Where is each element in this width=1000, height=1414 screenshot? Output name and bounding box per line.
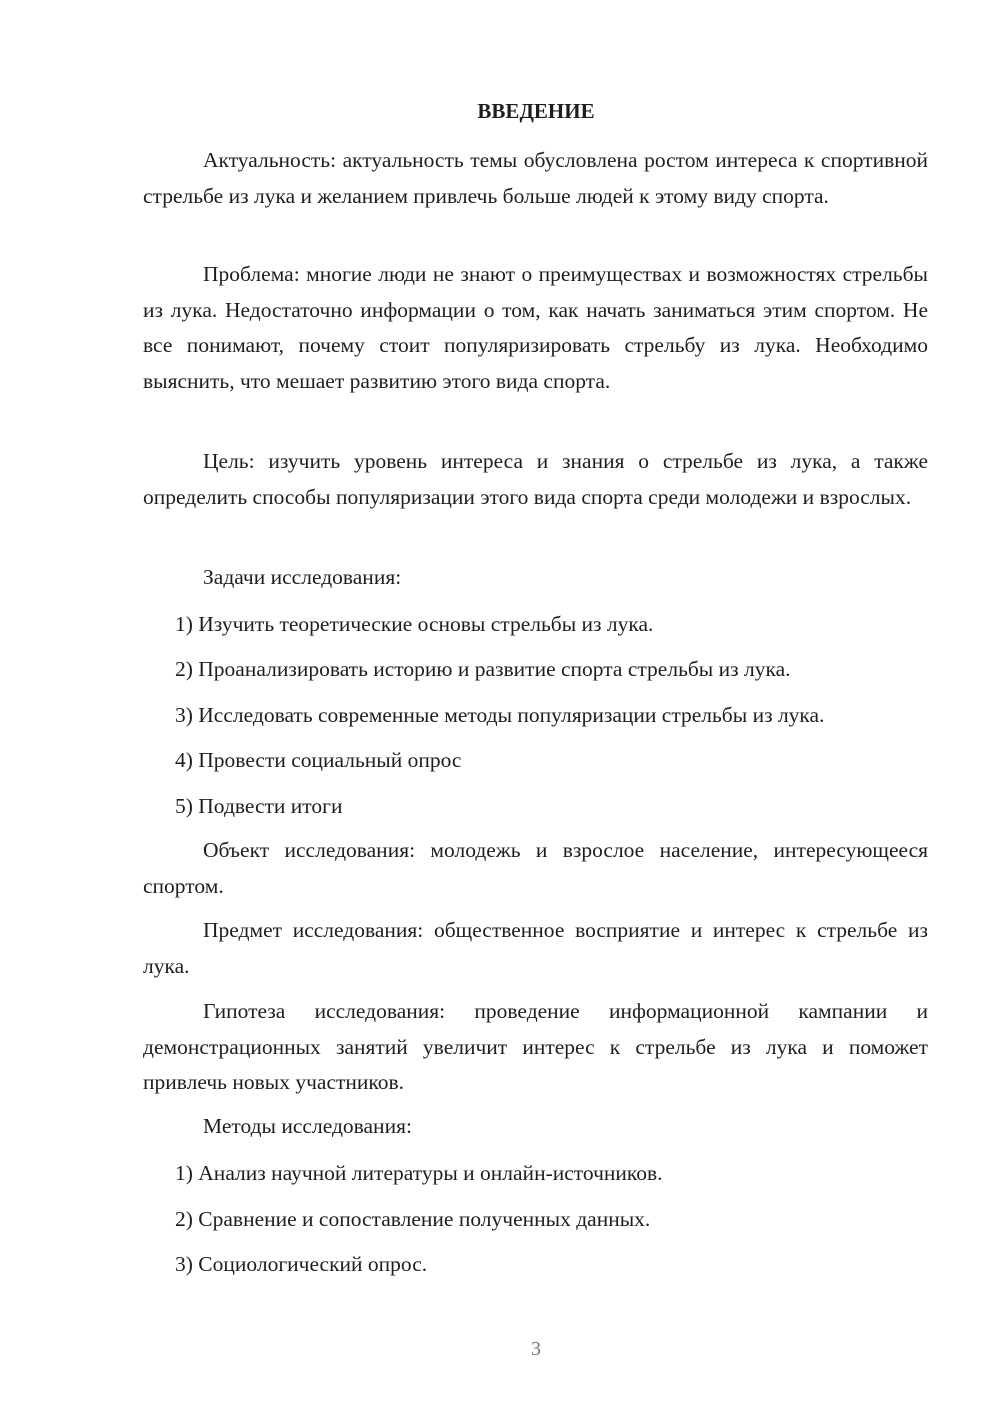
relevance-paragraph: Актуальность: актуальность темы обусловлена ростом интереса к спортивной стрельбе из лука и желанием привлечь больше людей к этому виду спорта. xyxy=(143,148,928,208)
tasks-heading: Задачи исследования: xyxy=(203,565,402,589)
goal-paragraph: Цель: изучить уровень интереса и знания о стрельбе из лука, а также определить способы популяризации этого вида спорта среди молодежи и взрослых. xyxy=(143,449,928,509)
method-item-3: 3) Социологический опрос. xyxy=(175,1252,428,1276)
task-item-3: 3) Исследовать современные методы популяризации стрельбы из лука. xyxy=(175,703,825,727)
task-item-4: 4) Провести социальный опрос xyxy=(175,748,462,772)
subject-paragraph: Предмет исследования: общественное восприятие и интерес к стрельбе из лука. xyxy=(143,918,928,978)
methods-heading: Методы исследования: xyxy=(203,1114,412,1138)
task-item-1: 1) Изучить теоретические основы стрельбы из лука. xyxy=(175,612,654,636)
object-paragraph: Объект исследования: молодежь и взрослое население, интересующееся спортом. xyxy=(143,838,928,898)
method-item-2: 2) Сравнение и сопоставление полученных данных. xyxy=(175,1207,651,1231)
problem-paragraph: Проблема: многие люди не знают о преимуществах и возможностях стрельбы из лука. Недостаточно информации о том, как начать заниматься этим спортом. Не все понимают, почему стоит популяризировать стрельбу из лука. Необходимо выяснить, что мешает развитию этого вида спорта. xyxy=(143,262,928,393)
hypothesis-paragraph: Гипотеза исследования: проведение информационной кампании и демонстрационных занятий увеличит интерес к стрельбе из лука и поможет привлечь новых участников. xyxy=(143,999,928,1094)
page-number: 3 xyxy=(531,1338,541,1360)
document-title: ВВЕДЕНИЕ xyxy=(477,99,595,123)
method-item-1: 1) Анализ научной литературы и онлайн-источников. xyxy=(175,1161,663,1185)
task-item-2: 2) Проанализировать историю и развитие спорта стрельбы из лука. xyxy=(175,657,791,681)
task-item-5: 5) Подвести итоги xyxy=(175,794,343,818)
